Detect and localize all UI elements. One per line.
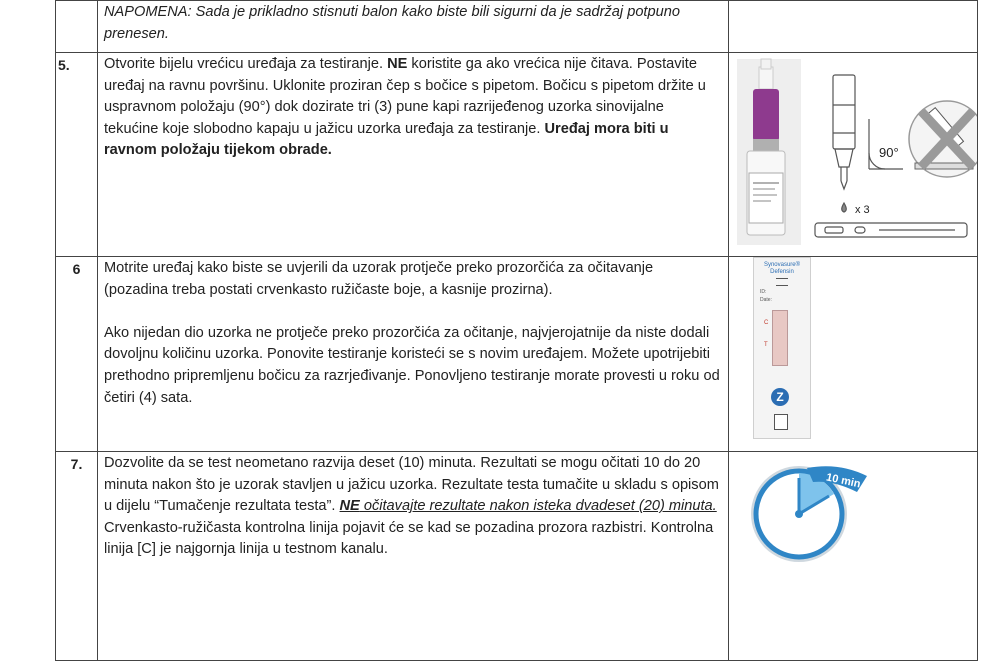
- label-c: C: [764, 320, 769, 326]
- upright-vial-drawing: [833, 75, 903, 212]
- row-number-cell: [56, 1, 98, 53]
- table-row-step-7: [56, 452, 978, 661]
- angle-label: 90°: [879, 145, 899, 160]
- step-6-images: [729, 257, 978, 452]
- wrong-angle-circle: [909, 101, 977, 177]
- test-device-flat: [815, 223, 967, 237]
- device-logo-icon: Z: [771, 388, 789, 406]
- device-date-label: Date:: [760, 297, 772, 303]
- table-row-step-5: [56, 53, 978, 257]
- timer-label: 10 min: [825, 471, 862, 491]
- device-id-label: ID:: [760, 289, 767, 295]
- step-7-images: [729, 452, 978, 661]
- step-5-text: Otvorite bijelu vrećicu uređaja za testiranje. NE koristite ga ako vrećica nije čitava. Postavite uređaj na ravnu površinu. Uklonite proziran čep s bočice s pipetom. Bočicu s pipetom držite u uspravnom položaju (90°) dok dozirate tri (3) pune kapi razrijeđenog uzorka sinovijalne tekućine koje slobodno kapaju u jažicu uzorka uređaja za testiranje. Uređaj mora biti u ravnom položaju tijekom obrade.: [98, 53, 729, 257]
- reading-window: [772, 310, 788, 366]
- step-5-illustration: [729, 53, 977, 251]
- note-text: NAPOMENA: Sada je prikladno stisnuti balon kako biste bili sigurni da je sadržaj potpuno prenesen.: [104, 4, 680, 42]
- step-number: 7.: [56, 452, 98, 661]
- device-brand: Synovasure®: [763, 262, 801, 268]
- step-5-images: [729, 53, 978, 257]
- vial-photo: [737, 59, 801, 245]
- table-row-step-6: [56, 257, 978, 452]
- drops-label: x 3: [855, 204, 870, 216]
- table-row-note: [56, 1, 978, 53]
- step-number: 6: [56, 257, 98, 452]
- label-t: T: [764, 342, 768, 348]
- timer-icon: [729, 452, 977, 572]
- step-7-text: Dozvolite da se test neometano razvija deset (10) minuta. Rezultati se mogu očitati 10 do 20 minuta nakon što je uzorak stavljen u jažicu uzorka. Rezultate testa tumačite u skladu s opisom u dijelu “Tumačenje rezultata testa”. NE očitavajte rezultate nakon isteka dvadeset (20) minuta. Crvenkasto-ružičasta kontrolna linija pojavit će se kad se pozadina prozora razbistri. Kontrolna linija [C] je najgornja linija u testnom kanalu.: [98, 452, 729, 661]
- step-number: 5.: [56, 53, 98, 257]
- step-6-paragraph-2: Ako nijedan dio uzorka ne protječe preko prozorčića za očitanje, najvjerojatnije da niste dodali dovoljnu količinu uzorka. Ponovite testiranje koristeći se s novim uređajem. Možete upotrijebiti prethodno pripremljenu bočicu za razrjeđivanje. Ponovljeno testiranje morate provesti u roku od četiri (4) sata.: [104, 324, 720, 406]
- step-6-text: [98, 257, 729, 452]
- step-6-paragraph-1: Motrite uređaj kako biste se uvjerili da uzorak protječe preko prozorčića za očitavanje (pozadina treba postati crvenkasto ružičaste boje, a kasnije prozirna).: [104, 260, 654, 298]
- sample-well: [774, 414, 788, 430]
- row-text-cell: [98, 1, 729, 53]
- device-name: Defensin: [770, 269, 794, 275]
- instructions-table: [55, 0, 978, 661]
- row-image-cell: [729, 1, 978, 53]
- test-device-vertical: [753, 257, 811, 439]
